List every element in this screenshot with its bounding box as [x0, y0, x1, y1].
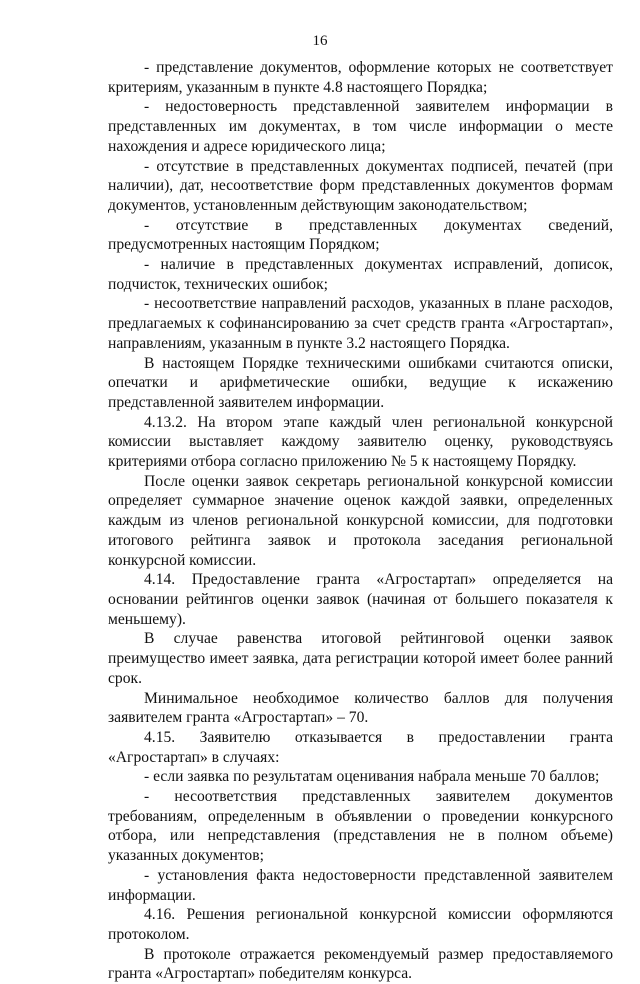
document-body	[108, 58, 613, 984]
paragraph: - установления факта недостоверности представленной заявителем информации.	[108, 866, 613, 904]
paragraph: 4.15. Заявителю отказывается в предоставлении гранта «Агростартап» в случаях:	[108, 728, 613, 766]
paragraph: - если заявка по результатам оценивания набрала меньше 70 баллов;	[144, 768, 600, 786]
paragraph: В случае равенства итоговой рейтинговой оценки заявок преимущество имеет заявка, дата регистрации которой имеет более ранний срок.	[108, 630, 613, 687]
paragraph: - отсутствие в представленных документах подписей, печатей (при наличии), дат, несоответствие форм представленных документов формам документов, установленным действующим законодательством;	[108, 157, 613, 214]
paragraph: После оценки заявок секретарь региональной конкурсной комиссии определяет суммарное значение оценок каждой заявки, определенных каждым из членов региональной конкурсной комиссии, для подготовки итогового рейтинга заявок и протокола заседания региональной конкурсной комиссии.	[108, 472, 613, 569]
paragraph: В протоколе отражается рекомендуемый размер предоставляемого гранта «Агростартап» победителям конкурса.	[108, 945, 613, 983]
paragraph: Минимальное необходимое количество баллов для получения заявителем гранта «Агростартап» – 70.	[108, 689, 613, 727]
paragraph: - недостоверность представленной заявителем информации в представленных им документах, в том числе информации о месте нахождения и адресе юридического лица;	[108, 98, 613, 155]
paragraph: 4.13.2. На втором этапе каждый член региональной конкурсной комиссии выставляет каждому заявителю оценку, руководствуясь критериями отбора согласно приложению № 5 к настоящему Порядку.	[108, 413, 613, 471]
paragraph: - отсутствие в представленных документах сведений, предусмотренных настоящим Порядком;	[108, 216, 613, 254]
paragraph: - наличие в представленных документах исправлений, дописок, подчисток, технических ошибок;	[108, 256, 613, 293]
paragraph: В настоящем Порядке техническими ошибками считаются описки, опечатки и арифметические ошибки, ведущие к искажению представленной заявителем информации.	[108, 354, 613, 411]
page-number: 16	[312, 33, 328, 49]
paragraph: 4.14. Предоставление гранта «Агростартап» определяется на основании рейтингов оценки заявок (начиная от большего показателя к меньшему).	[108, 571, 613, 628]
paragraph: - несоответствие направлений расходов, указанных в плане расходов, предлагаемых к софинансированию за счет средств гранта «Агростартап», направлениям, указанным в пункте 3.2 настоящего Порядка.	[108, 295, 613, 352]
paragraph: - несоответствия представленных заявителем документов требованиям, определенным в объявлении о проведении конкурсного отбора, или непредставления (представления не в полном объеме) указанных документов;	[108, 788, 613, 865]
paragraph: 4.16. Решения региональной конкурсной комиссии оформляются протоколом.	[108, 906, 613, 943]
paragraph: - представление документов, оформление которых не соответствует критериям, указанным в пункте 4.8 настоящего Порядка;	[108, 59, 613, 96]
